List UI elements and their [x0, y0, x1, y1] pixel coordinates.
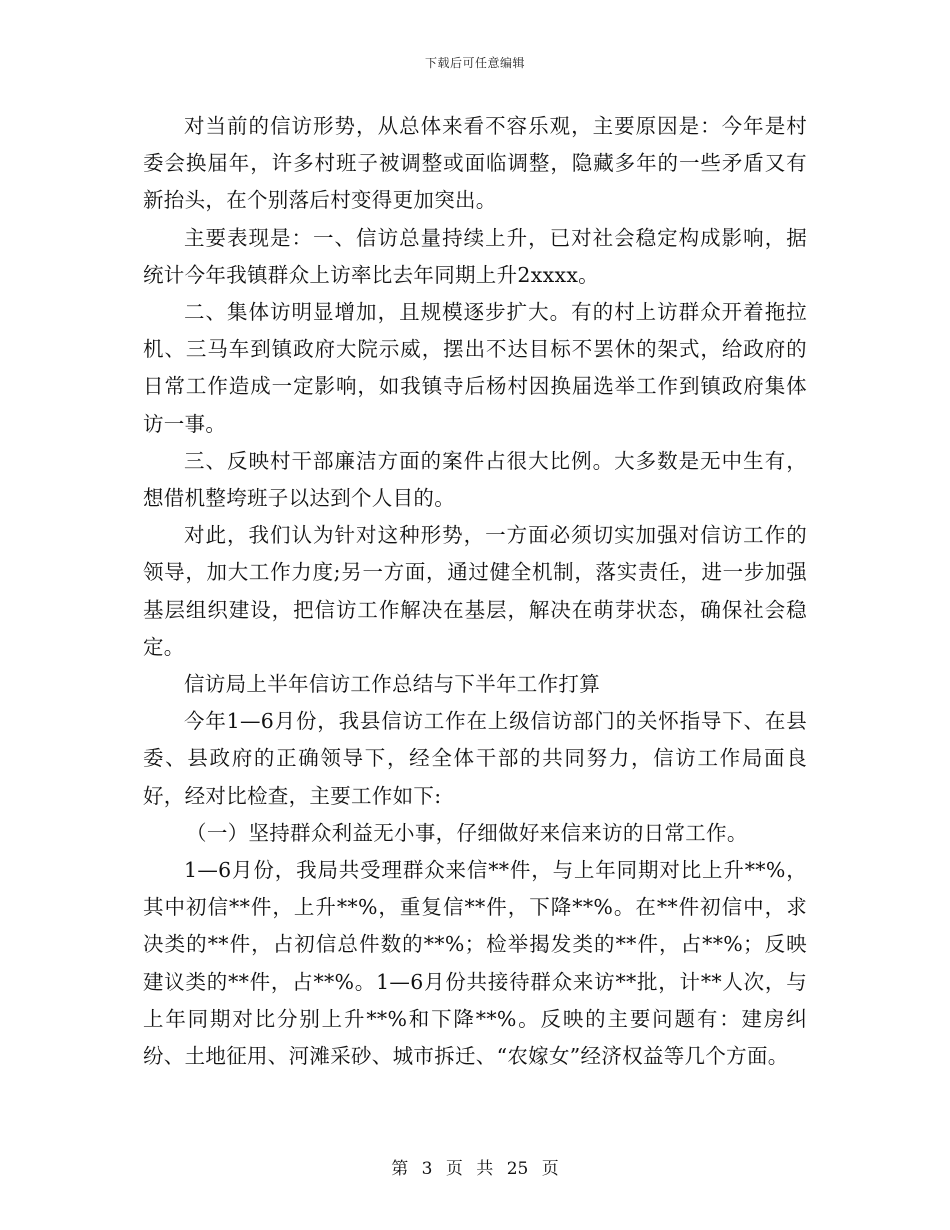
paragraph-countermeasures: 对此，我们认为针对这种形势，一方面必须切实加强对信访工作的领导，加大工作力度;另一方面，通过健全机制，落实责任，进一步加强基层组织建设，把信访工作解决在基层，解决在萌芽状态，确保社会稳定。	[143, 523, 807, 659]
paragraph-intro: 今年1—6月份，我县信访工作在上级信访部门的关怀指导下、在县委、县政府的正确领导下，经全体干部的共同努力，信访工作局面良好，经对比检查，主要工作如下:	[143, 709, 807, 808]
page-header-note: 下载后可任意编辑	[424, 56, 525, 70]
paragraph-collective-visits: 二、集体访明显增加，且规模逐步扩大。有的村上访群众开着拖拉机、三马车到镇政府大院示威，摆出不达目标不罢休的架式，给政府的日常工作造成一定影响，如我镇寺后杨村因换届选举工作到镇政府集体访一事。	[143, 300, 807, 436]
section-title: 信访局上半年信访工作总结与下半年工作打算	[184, 672, 600, 697]
paragraph-main-manifestation: 主要表现是：一、信访总量持续上升，已对社会稳定构成影响，据统计今年我镇群众上访率比去年同期上升2xxxx。	[143, 225, 807, 287]
paragraph-cadre-integrity: 三、反映村干部廉洁方面的案件占很大比例。大多数是无中生有，想借机整垮班子以达到个人目的。	[143, 448, 807, 511]
page-number-footer: 第 3 页 共 25 页	[391, 1159, 559, 1179]
paragraph-situation: 对当前的信访形势，从总体来看不容乐观，主要原因是：今年是村委会换届年，许多村班子被调整或面临调整，隐藏多年的一些矛盾又有新抬头，在个别落后村变得更加突出。	[143, 114, 807, 213]
paragraph-statistics: 1—6月份，我局共受理群众来信**件，与上年同期对比上升**%，其中初信**件，上升**%，重复信**件，下降**%。在**件初信中，求决类的**件，占初信总件数的**%；检举揭发类的**件，占**%；反映建议类的**件，占**%。1—6月份共接待群众来访**批，计**人次，与上年同期对比分别上升**%和下降**%。反映的主要问题有：建房纠纷、土地征用、河滩采砂、城市拆迁、“农嫁女”经济权益等几个方面。	[143, 858, 807, 1069]
subheading-one: （一）坚持群众利益无小事，仔细做好来信来访的日常工作。	[186, 820, 748, 845]
document-body	[143, 108, 807, 1075]
